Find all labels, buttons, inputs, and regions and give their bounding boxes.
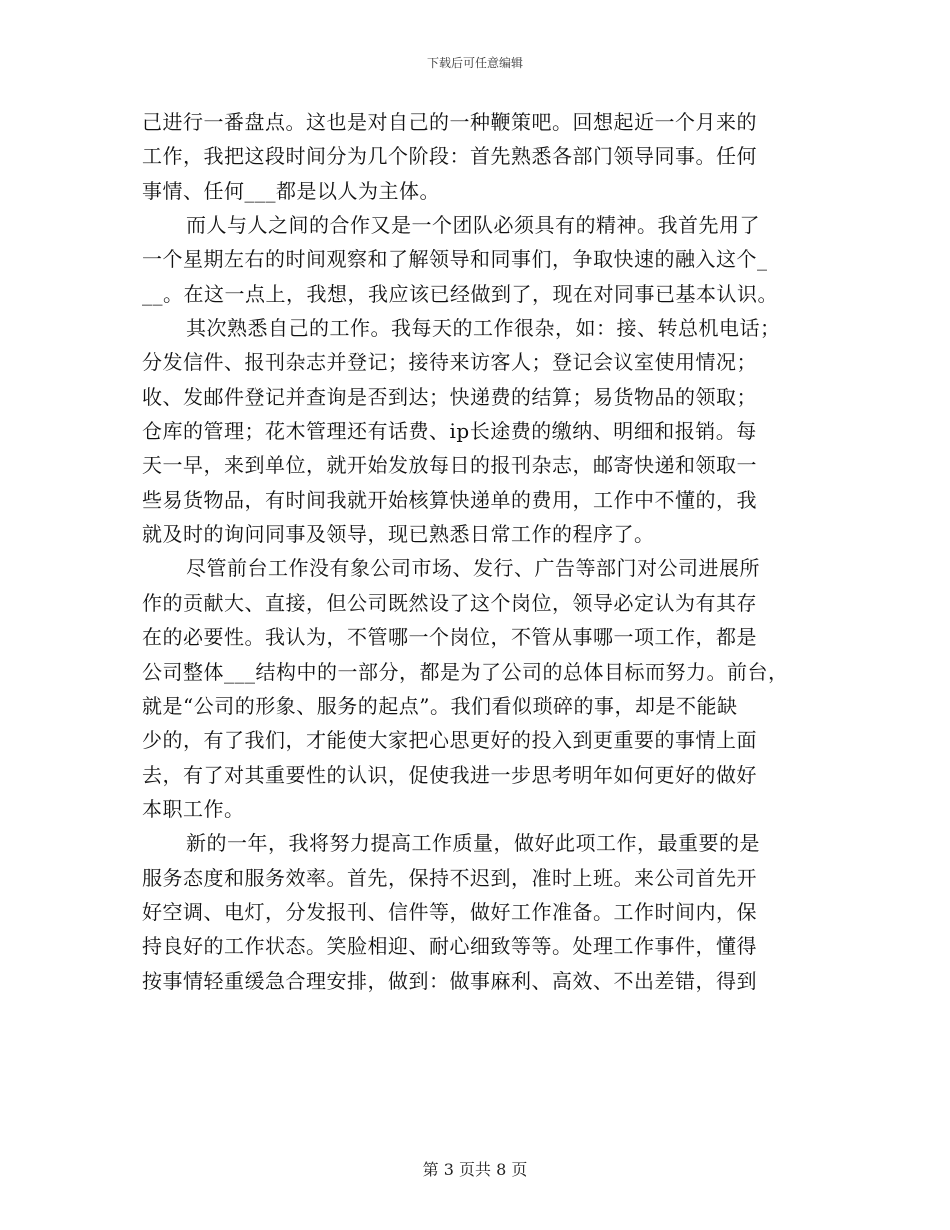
text-line: 好空调、电灯，分发报刊、信件等，做好工作准备。工作时间内，保	[142, 899, 757, 924]
text-line: 就及时的询问同事及领导，现已熟悉日常工作的程序了。	[142, 522, 655, 547]
text-line: 仓库的管理；花木管理还有话费、ip长途费的缴纳、明细和报销。每	[142, 419, 757, 444]
page-number: 第 3 页共 8 页	[422, 1160, 528, 1179]
text-line: 收、发邮件登记并查询是否到达；快递费的结算；易货物品的领取；	[142, 384, 757, 409]
text-line: 公司整体___结构中的一部分，都是为了公司的总体目标而努力。前台，	[142, 659, 789, 684]
paragraph-start-line: 其次熟悉自己的工作。我每天的工作很杂，如：接、转总机电话；	[186, 316, 781, 341]
text-line: 天一早，来到单位，就开始发放每日的报刊杂志，邮寄快递和领取一	[142, 453, 757, 478]
text-line: 事情、任何___都是以人为主体。	[142, 178, 440, 203]
paragraph-start-line: 而人与人之间的合作又是一个团队必须具有的精神。我首先用了	[186, 213, 760, 238]
text-line: __。在这一点上，我想，我应该已经做到了，现在对同事已基本认识。	[142, 281, 778, 306]
paragraph-start-line: 尽管前台工作没有象公司市场、发行、广告等部门对公司进展所	[186, 556, 760, 581]
text-line: 工作，我把这段时间分为几个阶段：首先熟悉各部门领导同事。任何	[142, 144, 757, 169]
text-line: 少的，有了我们，才能使大家把心思更好的投入到更重要的事情上面	[142, 728, 757, 753]
text-line: 些易货物品，有时间我就开始核算快递单的费用，工作中不懂的，我	[142, 487, 757, 512]
text-line: 一个星期左右的时间观察和了解领导和同事们，争取快速的融入这个_	[142, 247, 768, 272]
text-line: 己进行一番盘点。这也是对自己的一种鞭策吧。回想起近一个月来的	[142, 110, 757, 134]
text-line: 在的必要性。我认为，不管哪一个岗位，不管从事哪一项工作，都是	[142, 625, 757, 650]
text-line: 分发信件、报刊杂志并登记；接待来访客人；登记会议室使用情况；	[142, 350, 757, 375]
paragraph-start-line: 新的一年，我将努力提高工作质量，做好此项工作，最重要的是	[186, 831, 760, 856]
text-line: 持良好的工作状态。笑脸相迎、耐心细致等等。处理工作事件，懂得	[142, 934, 757, 959]
text-line: 按事情轻重缓急合理安排，做到：做事麻利、高效、不出差错，得到	[142, 968, 757, 993]
text-line: 作的贡献大、直接，但公司既然设了这个岗位，领导必定认为有其存	[142, 590, 757, 615]
document-body	[142, 105, 812, 998]
text-line: 服务态度和服务效率。首先，保持不迟到，准时上班。来公司首先开	[142, 865, 757, 890]
text-line: 就是“公司的形象、服务的起点”。我们看似琐碎的事，却是不能缺	[142, 693, 738, 718]
text-line: 去，有了对其重要性的认识，促使我进一步思考明年如何更好的做好	[142, 762, 757, 787]
page-header: 下载后可任意编辑	[426, 56, 523, 70]
text-line: 本职工作。	[142, 796, 245, 821]
